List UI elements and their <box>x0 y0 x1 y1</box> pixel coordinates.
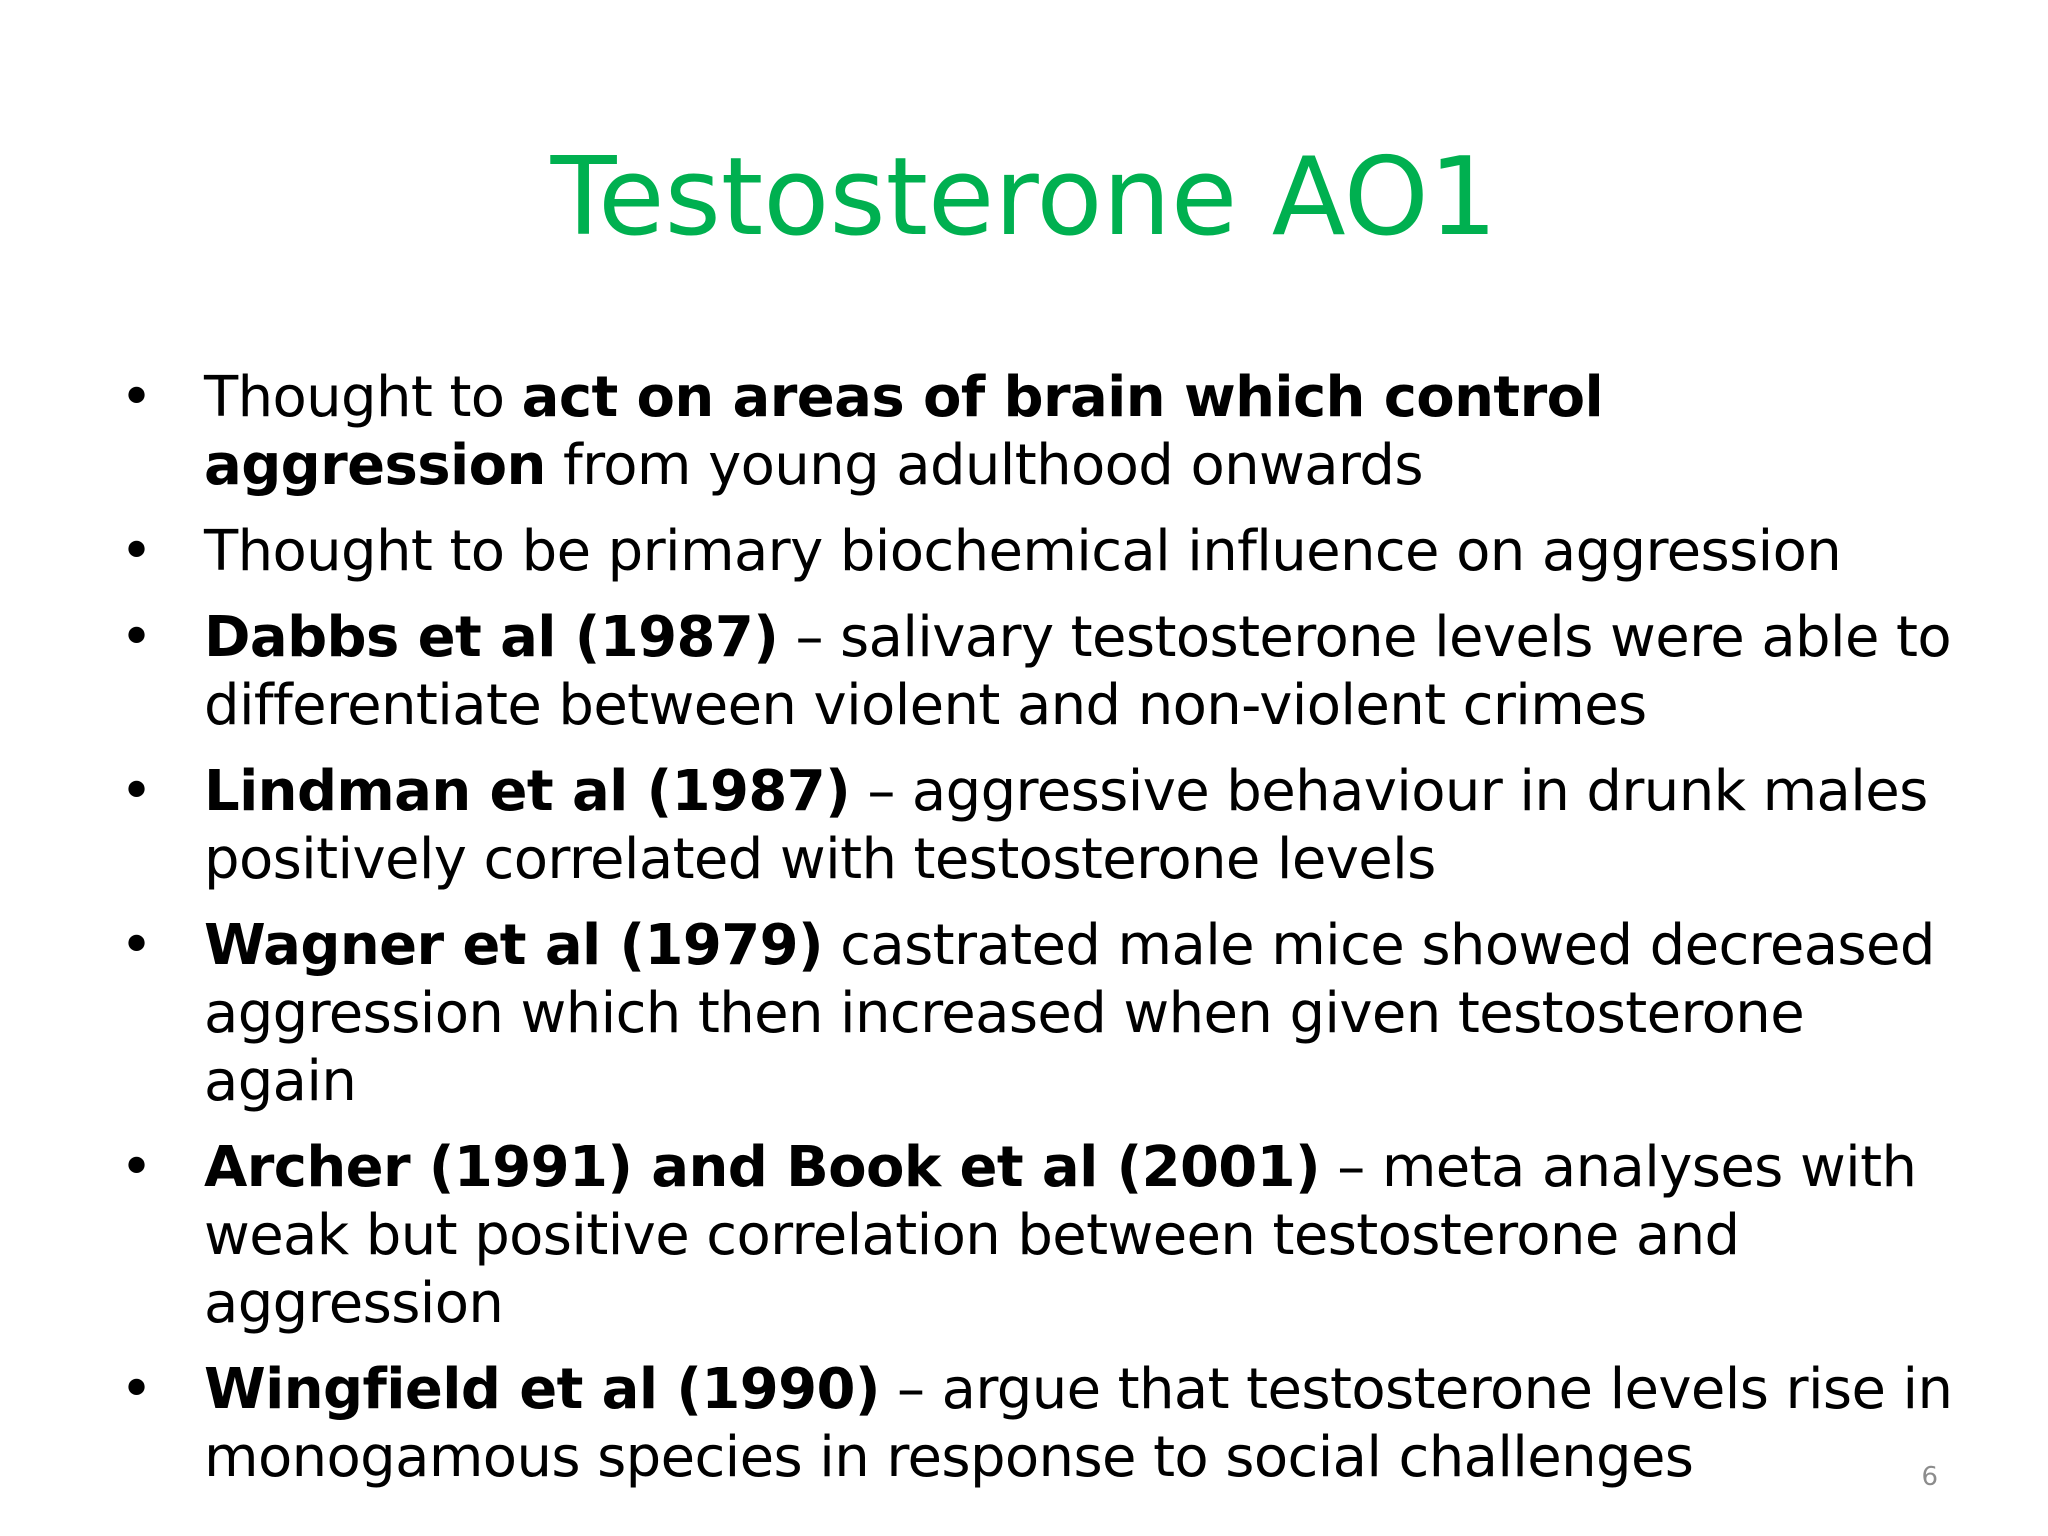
slide-title: Testosterone AO1 <box>550 135 1498 260</box>
bullet-list <box>120 364 1960 1510</box>
bullet-item <box>120 1134 1960 1338</box>
bullet-3-rest: – salivary testosterone levels were able to differentiate between violent and non-violent crimes <box>204 605 1952 738</box>
bullet-3-citation: Dabbs et al (1987) <box>204 605 779 670</box>
bullet-1-bold-text: act on areas of brain which control aggression <box>204 365 1604 498</box>
bullet-1-text-prefix: Thought to <box>204 365 522 430</box>
bullet-item <box>120 364 1960 500</box>
page-number: 6 <box>1921 1462 1938 1492</box>
bullet-item <box>120 1356 1960 1492</box>
bullet-4-rest: – aggressive behaviour in drunk males positively correlated with testosterone levels <box>204 759 1928 892</box>
bullet-5-rest: castrated male mice showed decreased aggression which then increased when given testosterone again <box>204 913 1935 1114</box>
bullet-4-citation: Lindman et al (1987) <box>204 759 851 824</box>
bullet-item <box>120 758 1960 894</box>
bullet-dot-icon: • <box>120 759 153 824</box>
bullet-7-citation: Wingfield et al (1990) <box>204 1357 880 1422</box>
bullet-item <box>120 604 1960 740</box>
bullet-1-rest: from young adulthood onwards <box>545 433 1423 498</box>
bullet-6-citation: Archer (1991) and Book et al (2001) <box>204 1135 1321 1200</box>
bullet-2-text: Thought to be primary biochemical influence on aggression <box>204 519 1842 584</box>
bullet-6-rest: – meta analyses with weak but positive correlation between testosterone and aggression <box>204 1135 1917 1336</box>
bullet-dot-icon: • <box>120 519 153 584</box>
bullet-dot-icon: • <box>120 1135 153 1200</box>
bullet-item <box>120 518 1960 586</box>
bullet-dot-icon: • <box>120 1357 153 1422</box>
bullet-5-citation: Wagner et al (1979) <box>204 913 823 978</box>
bullet-dot-icon: • <box>120 605 153 670</box>
bullet-7-rest: – argue that testosterone levels rise in monogamous species in response to social challenges <box>204 1357 1953 1490</box>
bullet-dot-icon: • <box>120 913 153 978</box>
bullet-item <box>120 912 1960 1116</box>
bullet-dot-icon: • <box>120 365 153 430</box>
